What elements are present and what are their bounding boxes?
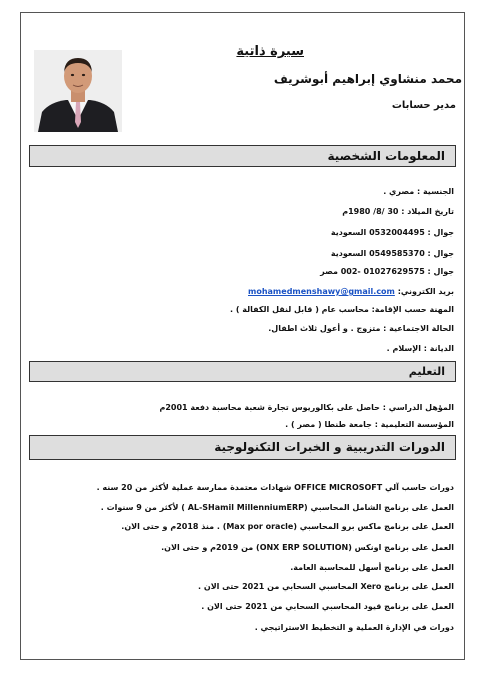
job-title: مدير حسابات: [391, 100, 456, 111]
marital-status-line: الحالة الاجتماعية : متزوج . و أعول ثلاث اطفال.: [268, 324, 454, 333]
course-item: العمل على برنامج ماكس برو المحاسبي (Max por oracle) . منذ 2018م و حتى الان.: [121, 522, 454, 531]
email-link[interactable]: mohamedmenshawy@gmail.com: [248, 287, 395, 296]
phone-line-3: جوال : 01027629575 -002 مصر: [320, 267, 454, 276]
courses-heading: الدورات التدريبية و الخبرات التكنولوجية: [29, 435, 456, 460]
nationality-line: الجنسية : مصري .: [383, 187, 454, 196]
course-item: دورات حاسب آلي OFFICE MICROSOFT شهادات معتمدة ممارسة عملية لأكثر من 20 سنه .: [96, 483, 454, 492]
course-item: العمل على برنامج أسهل للمحاسبة العامة.: [290, 563, 454, 572]
phone-line-2: جوال : 0549585370 السعودية: [330, 249, 454, 258]
degree-line: المؤهل الدراسي : حاصل على بكالوريوس تجارة شعبة محاسبة دفعة 2001م: [159, 403, 454, 412]
email-line: [248, 286, 454, 297]
person-name: محمد منشاوي إبراهيم أبوشريف: [273, 72, 462, 86]
course-item: العمل على برنامج Xero المحاسبي السحابي من 2021 حتى الان .: [198, 582, 454, 591]
course-item: دورات في الإدارة العملية و التخطيط الاستراتيجي .: [254, 623, 454, 632]
institution-line: المؤسسة التعليمية : جامعة طنطا ( مصر ) .: [285, 420, 454, 429]
religion-line: الديانة : الإسلام .: [386, 344, 454, 353]
course-item: العمل على برنامج الشامل المحاسبي (AL-SHamil MillenniumERP ) لأكثر من 9 سنوات .: [100, 503, 454, 512]
personal-info-heading: المعلومات الشخصية: [29, 145, 456, 167]
phone-line-1: جوال : 0532004495 السعودية: [330, 228, 454, 237]
birthdate-line: تاريخ الميلاد : 30 /8/ 1980م: [342, 207, 454, 216]
course-item: العمل على برنامج قيود المحاسبي السحابي من 2021 حتى الان .: [201, 602, 454, 611]
profession-line: المهنة حسب الإقامة: محاسب عام ( قابل لنقل الكفالة ) .: [230, 305, 454, 314]
profile-photo: [34, 50, 122, 132]
page-title: سيرة ذاتية: [236, 44, 304, 59]
education-heading: التعليم: [29, 361, 456, 382]
course-item: العمل على برنامج اونكس (ONX ERP SOLUTION) من 2019م و حتى الان.: [161, 543, 454, 552]
email-label: بريد الكتروني:: [397, 287, 454, 296]
